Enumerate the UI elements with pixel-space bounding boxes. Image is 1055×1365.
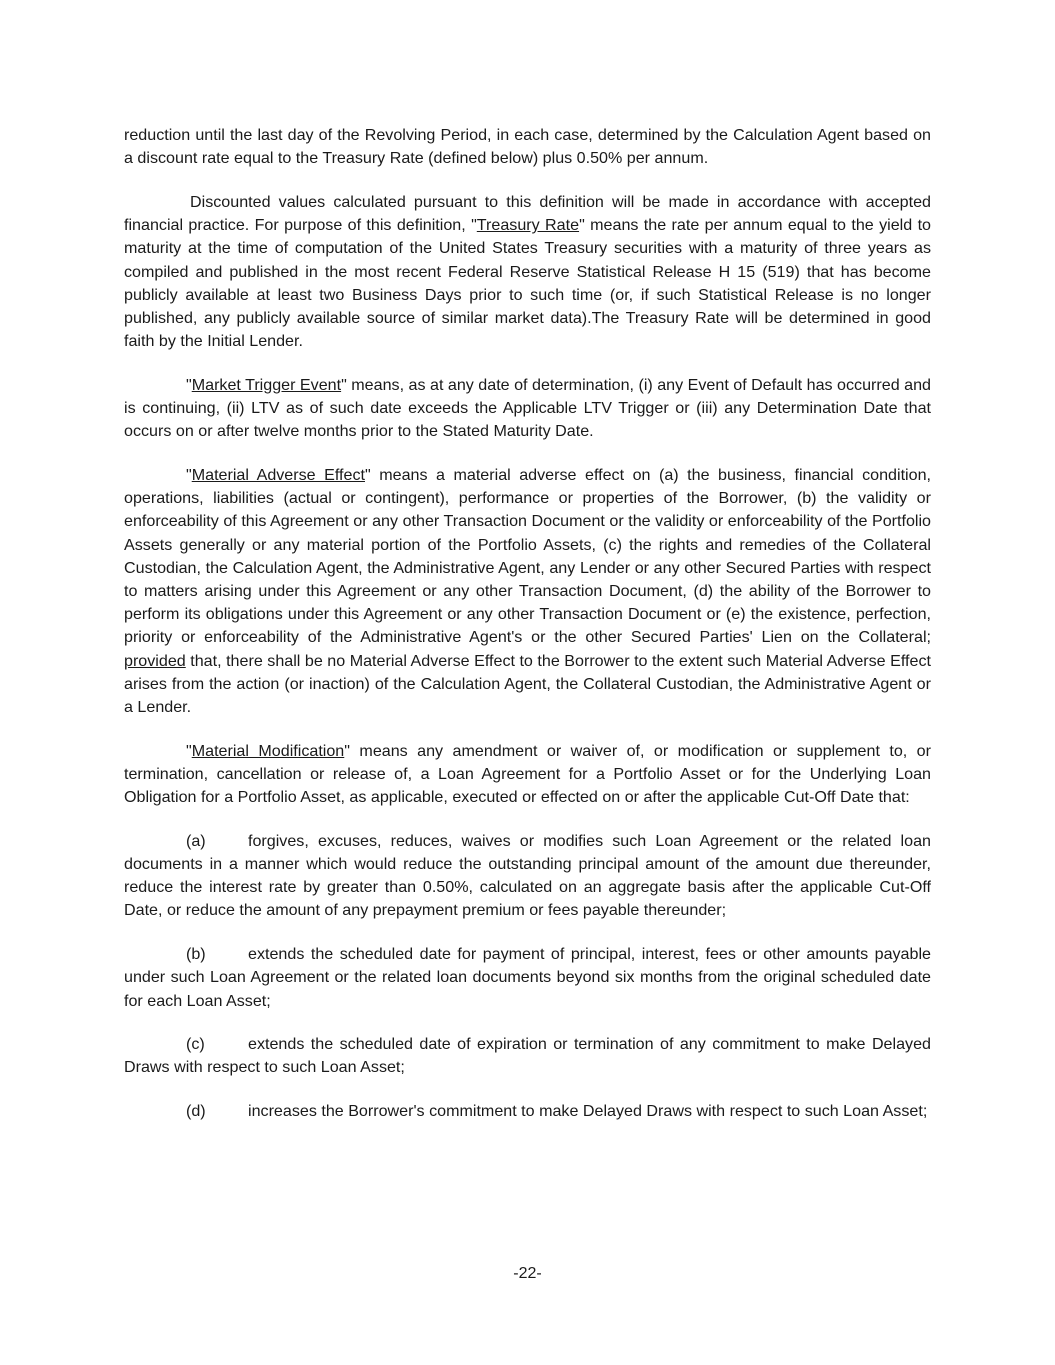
- list-item-text: extends the scheduled date for payment of principal, interest, fees or other amounts payable under such Loan Agreement or the related loan documents beyond six months from the original scheduled date for each Loan Asset;: [124, 945, 931, 1010]
- list-item-label: (b): [186, 945, 206, 964]
- list-item-a: [124, 830, 931, 923]
- paragraph-material-adverse-effect: [124, 464, 931, 719]
- list-item-text: increases the Borrower's commitment to make Delayed Draws with respect to such Loan Asset;: [248, 1102, 928, 1121]
- list-item-label: (c): [186, 1035, 205, 1054]
- defined-term-treasury-rate: Treasury Rate: [476, 216, 580, 235]
- list-item-label: (a): [186, 831, 206, 850]
- paragraph-treasury-rate: [124, 191, 931, 353]
- list-item-label: (d): [186, 1102, 206, 1121]
- paragraph-market-trigger-event: [124, 374, 931, 444]
- paragraph-text: " means a material adverse effect on (a) the business, financial condition, operations, liabilities (actual or contingent), performance or properties of the Borrower, (b) the validity or enforceability of this Agreement or any other Transaction Document or the validity or enforceability of the Portfolio Assets generally or any material portion of the Portfolio Assets, (c) the rights and remedies of the Collateral Custodian, the Calculation Agent, the Administrative Agent, any Lender or any other Secured Parties with respect to matters arising under this Agreement or any other Transaction Document, (d) the ability of the Borrower to perform its obligations under this Agreement or any other Transaction Document or (e) the existence, perfection, priority or enforceability of the Administrative Agent's or the other Secured Parties' Lien on the Collateral;: [124, 465, 931, 647]
- list-item-text: extends the scheduled date of expiration or termination of any commitment to make Delayed Draws with respect to such Loan Asset;: [124, 1035, 931, 1077]
- defined-term-market-trigger-event: Market Trigger Event: [191, 375, 342, 394]
- page-number: -22-: [513, 1265, 542, 1282]
- paragraph-material-modification: [124, 740, 931, 810]
- defined-term-material-modification: Material Modification: [191, 741, 345, 760]
- paragraph-text: ": [186, 375, 192, 394]
- list-item-text: forgives, excuses, reduces, waives or modifies such Loan Agreement or the related loan documents in a manner which would reduce the outstanding principal amount of the amount due thereunder, reduce the interest rate by greater than 0.50%, calculated on an aggregate basis after the applicable Cut-Off Date, or reduce the amount of any prepayment premium or fees payable thereunder;: [124, 831, 931, 920]
- defined-term-material-adverse-effect: Material Adverse Effect: [191, 465, 365, 484]
- paragraph-text: " means, as at any date of determination, (i) any Event of Default has occurred and is continuing, (ii) LTV as of such date exceeds the Applicable LTV Trigger or (iii) any Determination Date that occurs on or after twelve months prior to the Stated Maturity Date.: [124, 375, 931, 441]
- paragraph-text: that, there shall be no Material Adverse Effect to the Borrower to the extent such Material Adverse Effect arises from the action (or inaction) of the Calculation Agent, the Collateral Custodian, the Administrative Agent or a Lender.: [124, 651, 931, 716]
- document-page: [124, 124, 931, 1144]
- paragraph-text: " means any amendment or waiver of, or modification or supplement to, or termination, cancellation or release of, a Loan Agreement for a Portfolio Asset or for the Underlying Loan Obligation for a Portfolio Asset, as applicable, executed or effected on or after the applicable Cut-Off Date that:: [124, 741, 931, 807]
- paragraph-text: ": [186, 465, 192, 484]
- paragraph-text: Discounted values calculated pursuant to this definition will be made in accordance with accepted financial practice. For purpose of this definition, ": [124, 192, 931, 235]
- list-item-c: [124, 1033, 931, 1079]
- list-item-b: [124, 943, 931, 1013]
- list-item-d: [124, 1100, 931, 1123]
- proviso-term: provided: [124, 651, 186, 670]
- paragraph-text: " means the rate per annum equal to the yield to maturity at the time of computation of the United States Treasury securities with a maturity of three years as compiled and published in the most recent Federal Reserve Statistical Release H 15 (519) that has become publicly available at least two Business Days prior to such time (or, if such Statistical Release is no longer published, any publicly available source of similar market data).The Treasury Rate will be determined in good faith by the Initial Lender.: [124, 216, 931, 351]
- paragraph-revolving-period: reduction until the last day of the Revolving Period, in each case, determined by the Calculation Agent based on a discount rate equal to the Treasury Rate (defined below) plus 0.50% per annum.: [124, 126, 931, 168]
- paragraph-text: ": [186, 741, 192, 760]
